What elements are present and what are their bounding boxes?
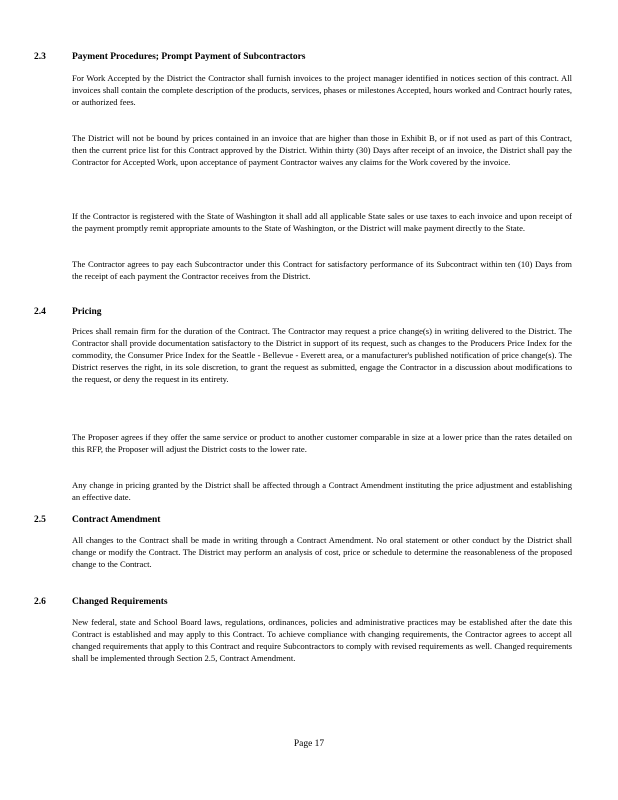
section-title: Pricing — [72, 307, 102, 317]
section-number: 2.3 — [34, 52, 46, 62]
section-title: Contract Amendment — [72, 515, 161, 525]
section-number: 2.6 — [34, 597, 46, 607]
section-number: 2.4 — [34, 307, 46, 317]
paragraph: For Work Accepted by the District the Contractor shall furnish invoices to the project manager identified in notices section of this contract. All invoices shall contain the complete description of the products, services, phases or milestones Accepted, hours worked and Contract hourly rates, or authorized fees. — [72, 73, 572, 107]
paragraph: The Proposer agrees if they offer the same service or product to another customer comparable in size at a lower price than the rates detailed on this RFP, the Proposer will adjust the District costs to the lower rate. — [72, 432, 572, 454]
section-number: 2.5 — [34, 515, 46, 525]
paragraph: The District will not be bound by prices contained in an invoice that are higher than those in Exhibit B, or if not used as part of this Contract, then the current price list for this Contract approved by the District. Within thirty (30) Days after receipt of an invoice, the District shall pay the Contractor for Accepted Work, upon acceptance of payment Contractor waives any claims for the Work covered by the invoice. — [72, 133, 572, 167]
paragraph: All changes to the Contract shall be made in writing through a Contract Amendment. No oral statement or other conduct by the District shall change or modify the Contract. The District may perform an analysis of cost, price or schedule to determine the reasonableness of the proposed change to the Contract. — [72, 535, 572, 569]
paragraph: Any change in pricing granted by the District shall be affected through a Contract Amendment instituting the price adjustment and establishing an effective date. — [72, 480, 572, 502]
paragraph: Prices shall remain firm for the duration of the Contract. The Contractor may request a price change(s) in writing delivered to the District. The Contractor shall provide documentation satisfactory to the District in support of its request, such as changes to the Producers Price Index for the commodity, the Consumer Price Index for the Seattle - Bellevue - Everett area, or a manufacturer's published notification of price change(s). The District reserves the right, in its sole discretion, to grant the request as submitted, engage the Contractor in a discussion about modifications to the request, or deny the request in its entirety. — [72, 326, 572, 384]
page-number: Page 17 — [293, 739, 325, 749]
section-title: Payment Procedures; Prompt Payment of Subcontractors — [72, 52, 306, 62]
paragraph: The Contractor agrees to pay each Subcontractor under this Contract for satisfactory performance of its Subcontract within ten (10) Days from the receipt of each payment the Contractor receives from the District. — [72, 259, 572, 281]
paragraph: New federal, state and School Board laws, regulations, ordinances, policies and administrative practices may be established after the date this Contract is established and may apply to this Contract. To achieve compliance with changing requirements, the Contractor agrees to accept all changed requirements that apply to this Contract and require Subcontractors to comply with revised requirements as well. Changed requirements shall be implemented through Section 2.5, Contract Amendment. — [72, 617, 572, 663]
section-title: Changed Requirements — [72, 597, 168, 607]
paragraph: If the Contractor is registered with the State of Washington it shall add all applicable State sales or use taxes to each invoice and upon receipt of the payment promptly remit appropriate amounts to the State of Washington, or the District will make payment directly to the State. — [72, 211, 572, 233]
